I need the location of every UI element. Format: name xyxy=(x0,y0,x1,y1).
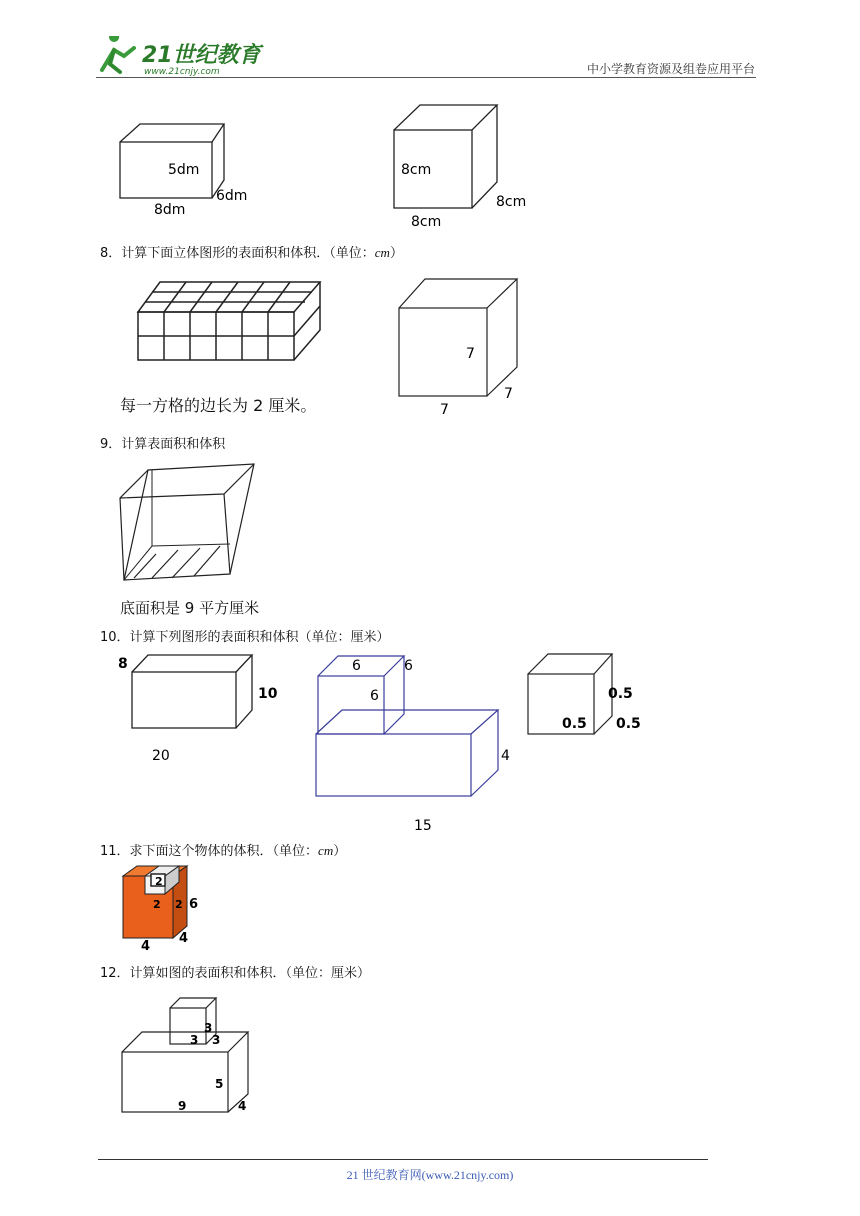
q9-caption: 底面积是 9 平方厘米 xyxy=(120,599,260,617)
footer-divider xyxy=(98,1159,708,1160)
question-8-close: ） xyxy=(389,246,403,261)
label-height: 4 xyxy=(501,748,510,764)
cube-shaded-base-figure xyxy=(112,458,262,586)
label-width: 8dm xyxy=(154,202,186,218)
label-small-a: 3 xyxy=(204,1021,213,1035)
label-hole-front: 2 xyxy=(153,898,161,911)
label-height: 5dm xyxy=(168,162,200,178)
cuboid-figure-a xyxy=(110,650,290,768)
label-hole-side: 2 xyxy=(175,898,183,911)
question-9: 9．计算表面积和体积 xyxy=(100,437,226,452)
label-depth: 10 xyxy=(258,686,278,702)
question-8 xyxy=(100,242,403,261)
header-divider xyxy=(96,77,756,78)
logo-main-text: 21世纪教育 xyxy=(142,43,261,68)
question-8-text: 8．计算下面立体图形的表面积和体积．（单位： xyxy=(100,246,375,261)
label-small-b: 3 xyxy=(190,1033,199,1047)
label-depth: 8cm xyxy=(496,194,527,210)
label-height: 5 xyxy=(215,1077,224,1091)
cube-figure-7 xyxy=(390,272,530,418)
stacked-boxes-figure xyxy=(112,992,272,1122)
label-width: 8cm xyxy=(411,214,442,230)
label-width: 4 xyxy=(141,939,151,952)
label-depth: 0.5 xyxy=(616,716,641,732)
label-depth: 7 xyxy=(504,386,513,402)
label-width: 20 xyxy=(152,748,170,764)
header-logo xyxy=(94,36,264,83)
question-8-unit: cm xyxy=(374,245,390,260)
label-width: 0.5 xyxy=(562,716,587,732)
question-11-close: ） xyxy=(333,844,347,859)
label-top-1: 6 xyxy=(352,658,361,674)
question-11 xyxy=(100,840,346,859)
label-height: 7 xyxy=(466,346,475,362)
label-height: 6 xyxy=(189,897,199,912)
grid-cuboid-figure xyxy=(130,278,330,368)
question-11-text: 11．求下面这个物体的体积．（单位： xyxy=(100,844,319,859)
label-height: 0.5 xyxy=(608,686,633,702)
label-depth: 4 xyxy=(179,931,189,946)
label-top-3: 6 xyxy=(370,688,379,704)
label-height: 8cm xyxy=(401,162,432,178)
question-11-unit: cm xyxy=(318,843,334,858)
label-width: 15 xyxy=(414,818,432,834)
cuboid-figure-dm xyxy=(110,118,270,218)
small-cube-figure xyxy=(520,648,680,748)
question-10: 10．计算下列图形的表面积和体积（单位：厘米） xyxy=(100,630,390,645)
question-12: 12．计算如图的表面积和体积．（单位：厘米） xyxy=(100,966,371,981)
cube-figure-cm xyxy=(385,100,545,234)
header-title: 中小学教育资源及组卷应用平台 xyxy=(586,62,755,76)
label-small-c: 3 xyxy=(212,1033,221,1047)
orange-cube-with-hole-figure xyxy=(115,862,215,952)
footer-text: 21 世纪教育网(www.21cnjy.com) xyxy=(346,1168,514,1182)
label-height: 8 xyxy=(118,656,128,672)
label-width: 9 xyxy=(178,1099,187,1113)
label-depth: 6dm xyxy=(216,188,248,204)
label-hole-top: 2 xyxy=(155,875,163,888)
logo-runner-icon xyxy=(94,36,264,78)
logo-url-text: www.21cnjy.com xyxy=(144,67,220,77)
label-depth: 4 xyxy=(238,1099,247,1113)
q8-grid-caption: 每一方格的边长为 2 厘米。 xyxy=(120,396,317,415)
label-top-2: 6 xyxy=(404,658,413,674)
stacked-cuboid-figure xyxy=(308,650,528,836)
label-width: 7 xyxy=(440,402,449,418)
